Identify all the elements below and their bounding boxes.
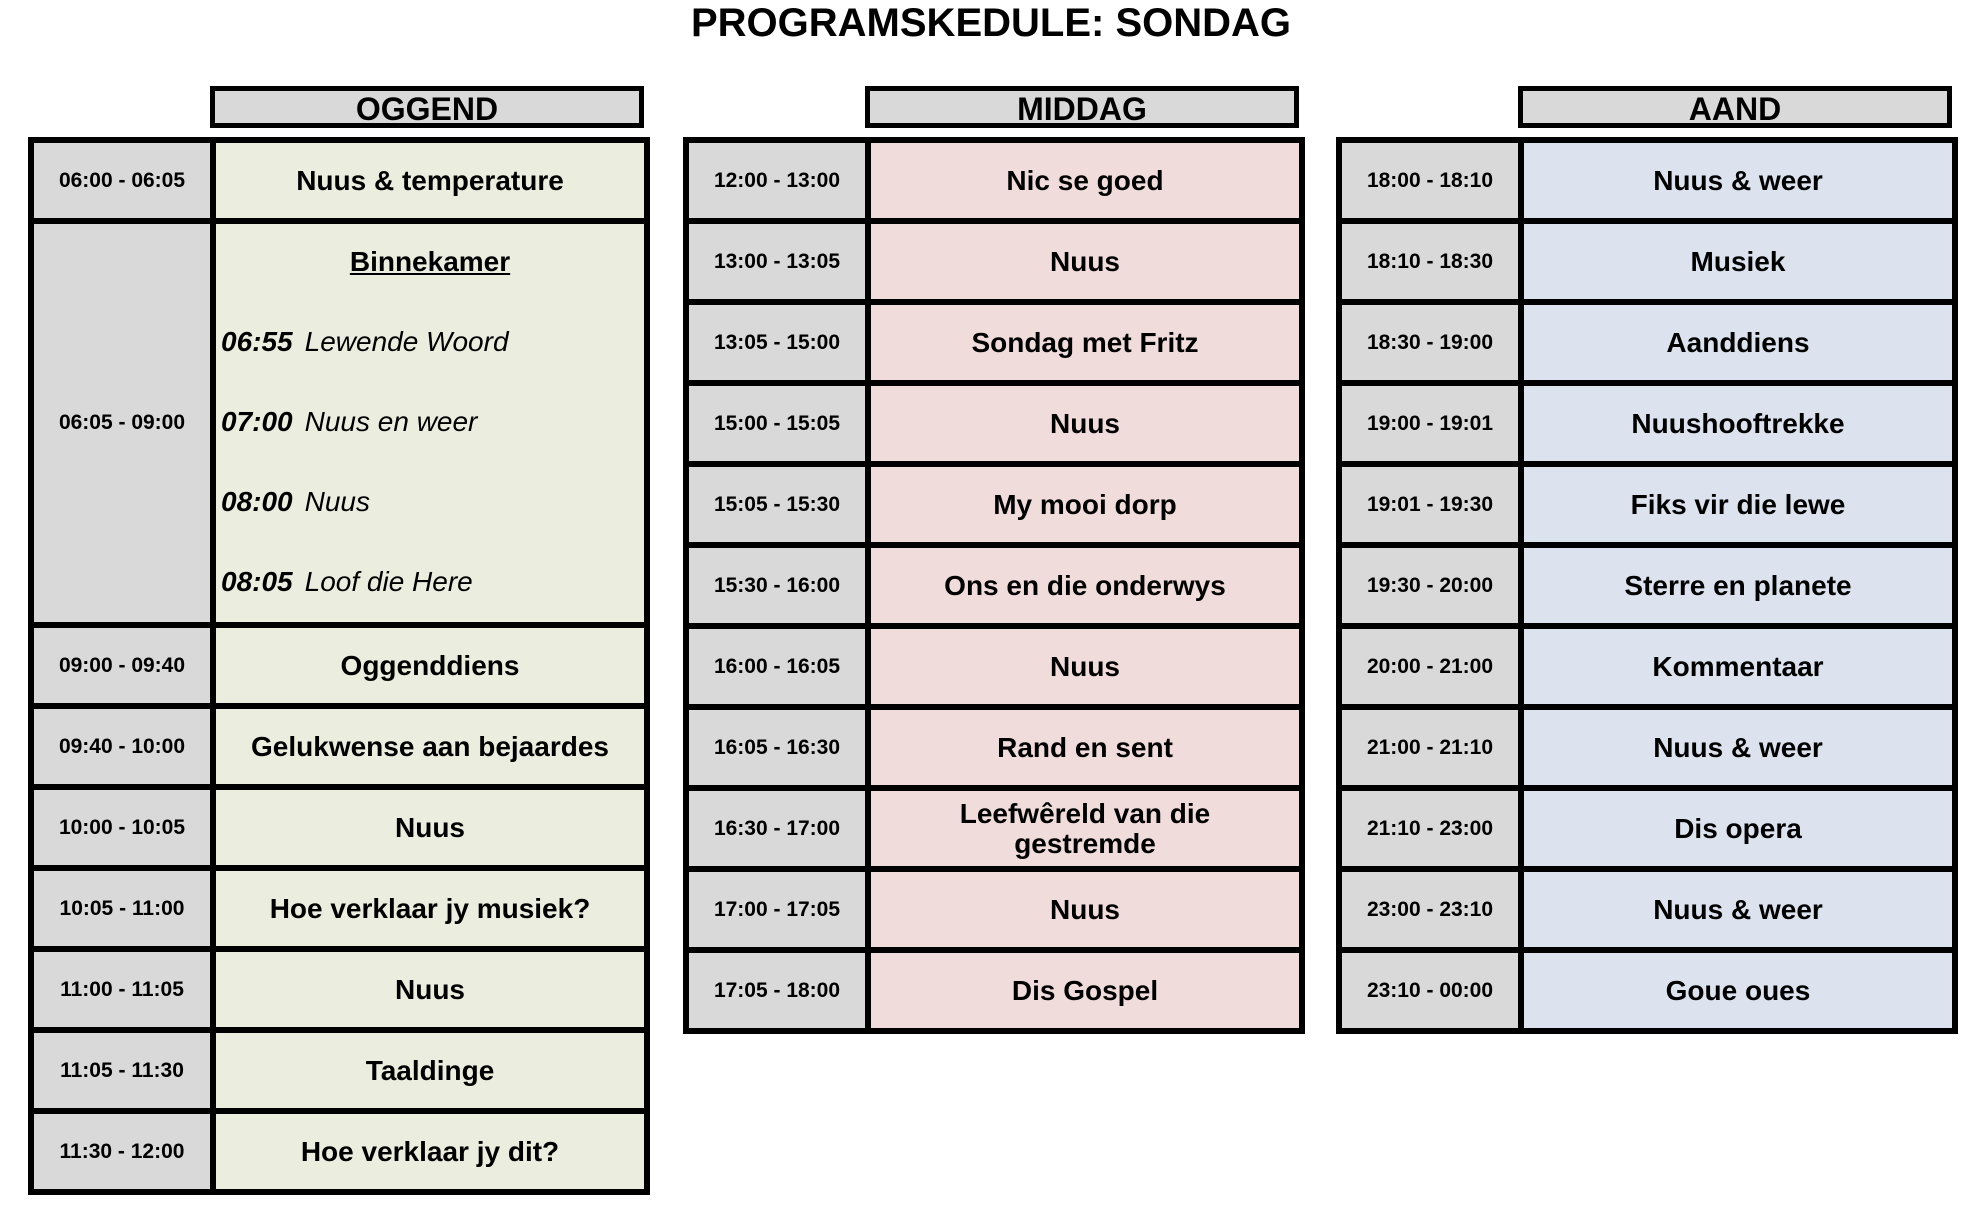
program-title: My mooi dorp [868, 464, 1302, 545]
time-slot: 11:00 - 11:05 [31, 949, 213, 1030]
program-title: Nic se goed [868, 140, 1302, 221]
sub-program-time: 07:00 [221, 406, 293, 437]
time-slot: 15:05 - 15:30 [686, 464, 868, 545]
sub-program-name: Nuus en weer [304, 406, 478, 437]
time-slot: 15:00 - 15:05 [686, 383, 868, 464]
time-slot: 20:00 - 21:00 [1339, 626, 1521, 707]
program-title: Dis Gospel [868, 950, 1302, 1031]
time-slot: 18:30 - 19:00 [1339, 302, 1521, 383]
table-row [31, 1111, 647, 1192]
program-title: Fiks vir die lewe [1521, 464, 1955, 545]
sub-program-name: Lewende Woord [304, 326, 509, 357]
table-row [31, 625, 647, 706]
table-row [1339, 950, 1955, 1031]
table-row [31, 221, 647, 625]
table-row [31, 140, 647, 221]
sub-program-name: Loof die Here [304, 566, 473, 597]
table-row [686, 788, 1302, 869]
program-title: Nuus & weer [1521, 869, 1955, 950]
sub-program [216, 542, 644, 622]
time-slot: 06:00 - 06:05 [31, 140, 213, 221]
time-slot: 21:10 - 23:00 [1339, 788, 1521, 869]
program-title: Nuus [868, 626, 1302, 707]
time-slot: 21:00 - 21:10 [1339, 707, 1521, 788]
program-title: Hoe verklaar jy dit? [213, 1111, 647, 1192]
time-slot: 16:00 - 16:05 [686, 626, 868, 707]
table-row [1339, 383, 1955, 464]
table-row [686, 302, 1302, 383]
time-slot: 17:05 - 18:00 [686, 950, 868, 1031]
program-title: Sondag met Fritz [868, 302, 1302, 383]
table-row [1339, 869, 1955, 950]
table-row [1339, 545, 1955, 626]
time-slot: 19:30 - 20:00 [1339, 545, 1521, 626]
program-title: Musiek [1521, 221, 1955, 302]
sub-program-time: 08:00 [221, 486, 293, 517]
sub-program [216, 382, 644, 462]
table-row [1339, 302, 1955, 383]
sub-program-time: 08:05 [221, 566, 293, 597]
time-slot: 10:05 - 11:00 [31, 868, 213, 949]
schedule-table-afternoon [683, 137, 1305, 1034]
time-slot: 12:00 - 13:00 [686, 140, 868, 221]
sub-program-name: Nuus [304, 486, 370, 517]
table-row [686, 545, 1302, 626]
column-header-afternoon: MIDDAG [865, 86, 1299, 128]
table-row [31, 787, 647, 868]
program-title: Binnekamer [349, 246, 511, 277]
time-slot: 11:05 - 11:30 [31, 1030, 213, 1111]
time-slot: 16:30 - 17:00 [686, 788, 868, 869]
table-row [686, 221, 1302, 302]
time-slot: 09:40 - 10:00 [31, 706, 213, 787]
table-row [686, 869, 1302, 950]
program-title: Kommentaar [1521, 626, 1955, 707]
schedule-table-evening [1336, 137, 1958, 1034]
program-title: Nuushooftrekke [1521, 383, 1955, 464]
sub-program [216, 462, 644, 542]
page-title: PROGRAMSKEDULE: SONDAG [690, 1, 1292, 45]
table-row [1339, 464, 1955, 545]
program-block [213, 221, 647, 625]
column-header-morning: OGGEND [210, 86, 644, 128]
program-title: Nuus [213, 949, 647, 1030]
time-slot: 19:01 - 19:30 [1339, 464, 1521, 545]
table-row [686, 464, 1302, 545]
table-row [686, 383, 1302, 464]
table-row [1339, 221, 1955, 302]
program-title: Rand en sent [868, 707, 1302, 788]
time-slot: 10:00 - 10:05 [31, 787, 213, 868]
time-slot: 17:00 - 17:05 [686, 869, 868, 950]
table-row [31, 868, 647, 949]
program-title: Dis opera [1521, 788, 1955, 869]
program-title: Nuus [213, 787, 647, 868]
program-title: Leefwêreld van die gestremde [868, 788, 1302, 869]
sub-program [216, 302, 644, 382]
program-title: Taaldinge [213, 1030, 647, 1111]
sub-program-time: 06:55 [221, 326, 293, 357]
table-row [31, 706, 647, 787]
program-title: Nuus & weer [1521, 140, 1955, 221]
time-slot: 16:05 - 16:30 [686, 707, 868, 788]
time-slot: 13:00 - 13:05 [686, 221, 868, 302]
time-slot: 11:30 - 12:00 [31, 1111, 213, 1192]
program-title: Gelukwense aan bejaardes [213, 706, 647, 787]
program-title: Ons en die onderwys [868, 545, 1302, 626]
table-row [1339, 788, 1955, 869]
table-row [31, 949, 647, 1030]
table-row [686, 950, 1302, 1031]
time-slot: 13:05 - 15:00 [686, 302, 868, 383]
time-slot: 09:00 - 09:40 [31, 625, 213, 706]
program-title: Nuus [868, 869, 1302, 950]
time-slot: 15:30 - 16:00 [686, 545, 868, 626]
time-slot: 23:10 - 00:00 [1339, 950, 1521, 1031]
program-title: Aanddiens [1521, 302, 1955, 383]
time-slot: 23:00 - 23:10 [1339, 869, 1521, 950]
column-header-evening: AAND [1518, 86, 1952, 128]
program-title: Nuus & temperature [213, 140, 647, 221]
program-title: Nuus [868, 383, 1302, 464]
table-row [1339, 140, 1955, 221]
time-slot: 18:00 - 18:10 [1339, 140, 1521, 221]
program-title: Nuus & weer [1521, 707, 1955, 788]
program-title: Oggenddiens [213, 625, 647, 706]
program-title: Nuus [868, 221, 1302, 302]
program-title: Goue oues [1521, 950, 1955, 1031]
time-slot: 18:10 - 18:30 [1339, 221, 1521, 302]
table-row [686, 626, 1302, 707]
program-title: Sterre en planete [1521, 545, 1955, 626]
schedule-table-morning [28, 137, 650, 1195]
table-row [1339, 707, 1955, 788]
table-row [1339, 626, 1955, 707]
time-slot: 06:05 - 09:00 [31, 221, 213, 625]
program-title: Hoe verklaar jy musiek? [213, 868, 647, 949]
table-row [686, 707, 1302, 788]
table-row [31, 1030, 647, 1111]
time-slot: 19:00 - 19:01 [1339, 383, 1521, 464]
table-row [686, 140, 1302, 221]
